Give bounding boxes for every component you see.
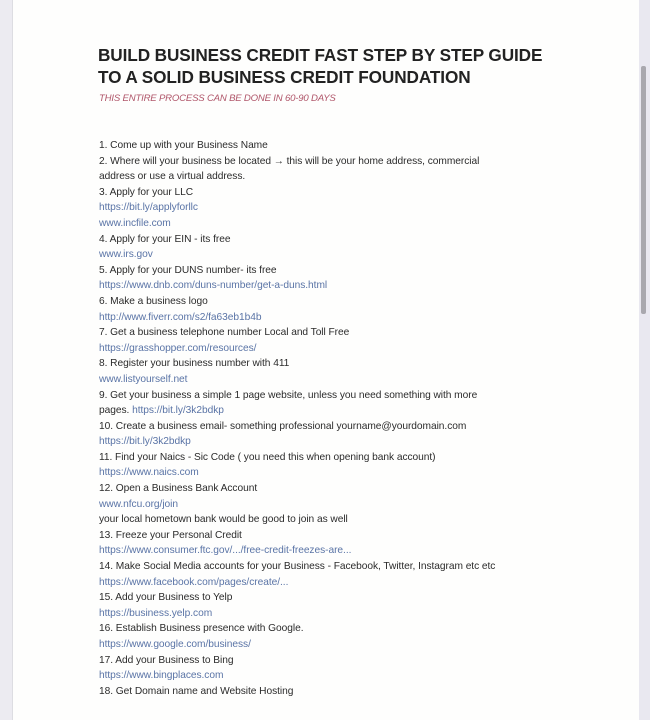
- step-line: address or use a virtual address.: [99, 171, 246, 183]
- step-line: 4. Apply for your EIN - its free: [99, 233, 231, 245]
- step-line: 9. Get your business a simple 1 page website, unless you need something with more: [99, 389, 478, 401]
- link-nfcu[interactable]: www.nfcu.org/join: [99, 498, 178, 510]
- link-incfile[interactable]: www.incfile.com: [99, 217, 171, 229]
- link-dnb[interactable]: https://www.dnb.com/duns-number/get-a-duns.html: [99, 280, 328, 292]
- steps-list: [99, 138, 599, 699]
- step-line: 18. Get Domain name and Website Hosting: [99, 685, 294, 697]
- link-google[interactable]: https://www.google.com/business/: [99, 639, 251, 650]
- link-fiverr[interactable]: http://www.fiverr.com/s2/fa63eb1b4b: [99, 311, 262, 323]
- link-grasshopper[interactable]: https://grasshopper.com/resources/: [99, 342, 257, 354]
- step-line: 6. Make a business logo: [99, 295, 208, 307]
- document-title: [98, 44, 618, 88]
- scrollbar-thumb[interactable]: [641, 66, 646, 314]
- step-line: 11. Find your Naics - Sic Code ( you need this when opening bank account): [99, 451, 436, 463]
- step-line: your local hometown bank would be good to join as well: [99, 514, 348, 526]
- step-line: 14. Make Social Media accounts for your Business - Facebook, Twitter, Instagram etc etc: [99, 561, 496, 573]
- step-line: 3. Apply for your LLC: [99, 186, 194, 198]
- link-naics[interactable]: https://www.naics.com: [99, 467, 199, 479]
- step-line: 8. Register your business number with 411: [99, 358, 290, 370]
- step-line: 5. Apply for your DUNS number- its free: [99, 264, 277, 276]
- step-line: 13. Freeze your Personal Credit: [99, 529, 242, 541]
- link-applyforllc[interactable]: https://bit.ly/applyforllc: [99, 202, 198, 214]
- title-line-1: BUILD BUSINESS CREDIT FAST STEP BY STEP GUIDE: [98, 45, 543, 65]
- document-page: [12, 0, 640, 720]
- step-line: 16. Establish Business presence with Google.: [99, 623, 304, 635]
- link-irs[interactable]: www.irs.gov: [99, 249, 153, 261]
- step-line: 2. Where will your business be located → this will be your home address, commercial: [99, 155, 480, 167]
- step-line-mixed: [99, 403, 599, 419]
- step-line: 12. Open a Business Bank Account: [99, 483, 258, 495]
- document-subtitle: THIS ENTIRE PROCESS CAN BE DONE IN 60-90 DAYS: [99, 93, 336, 104]
- link-ftc[interactable]: https://www.consumer.ftc.gov/.../free-credit-freezes-are...: [99, 545, 352, 557]
- link-listyourself[interactable]: www.listyourself.net: [99, 373, 188, 385]
- title-line-2: TO A SOLID BUSINESS CREDIT FOUNDATION: [98, 67, 471, 87]
- step-text: pages.: [99, 405, 130, 417]
- link-facebook[interactable]: https://www.facebook.com/pages/create/...: [99, 576, 289, 588]
- step-line: 7. Get a business telephone number Local and Toll Free: [99, 327, 350, 339]
- step-line: 15. Add your Business to Yelp: [99, 592, 233, 604]
- link-bing[interactable]: https://www.bingplaces.com: [99, 670, 224, 682]
- step-line: 17. Add your Business to Bing: [99, 654, 234, 666]
- link-yelp[interactable]: https://business.yelp.com: [99, 607, 213, 619]
- link-email-bitly[interactable]: https://bit.ly/3k2bdkp: [99, 436, 191, 448]
- step-line: 1. Come up with your Business Name: [99, 140, 268, 151]
- step-line: 10. Create a business email- something professional yourname@yourdomain.com: [99, 420, 467, 432]
- link-website-bitly[interactable]: https://bit.ly/3k2bdkp: [132, 405, 224, 417]
